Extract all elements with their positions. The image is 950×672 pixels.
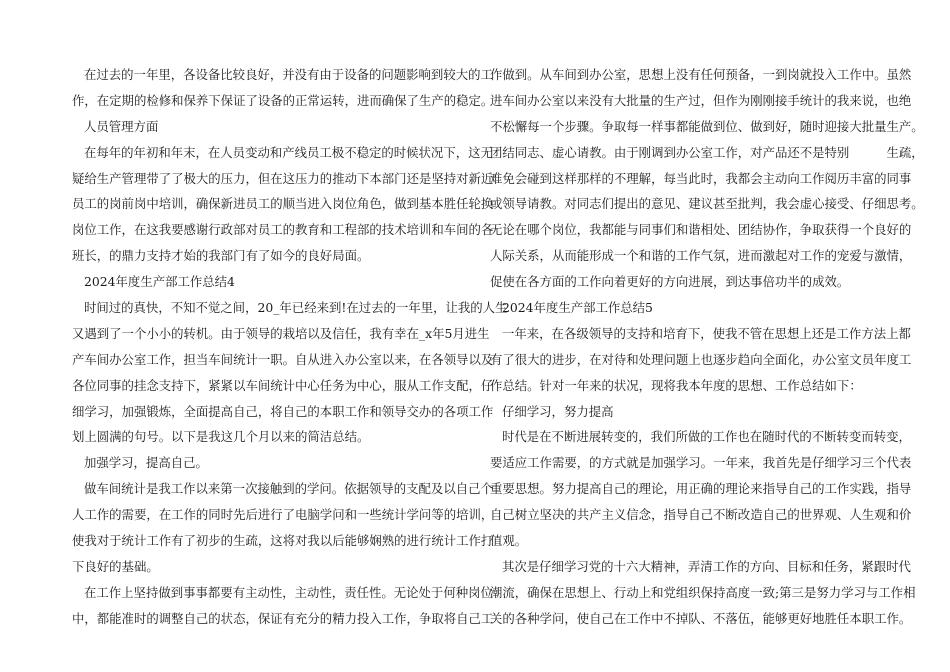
text-line: 促使在各方面的工作向着更好的方向进展，到达事倍功半的成效。 [490, 274, 850, 290]
text-line: 无论在哪个岗位，我都能与同事们和谐相处、团结协作，争取获得一个良好的 [490, 222, 912, 238]
text-line: 加强学习，提高自己。 [84, 455, 208, 471]
right-text-column [490, 62, 924, 632]
text-line: 下良好的基础。 [72, 558, 159, 574]
text-line: 或领导请教。对同志们提出的意见、建议甚至批判，我会虚心接受、仔细思考。 [490, 196, 924, 212]
left-text-column [72, 62, 508, 632]
text-line: 划上圆满的句号。以下是我这几个月以来的简洁总结。 [72, 429, 370, 445]
text-line: 作做到。从车间到办公室，思想上没有任何预备，一到岗就投入工作中。虽然 [490, 67, 912, 82]
text-line: 进车间办公室以来没有大批量的生产过，但作为刚刚接手统计的我来说，也绝 [490, 92, 912, 108]
text-line: 有了很大的进步，在对待和处理问题上也逐步趋向全面化，办公室文员年度工 [490, 351, 912, 367]
text-line: 关的各种学问，使自己在工作中不掉队、不落伍，能够更好地胜任本职工作。 [490, 610, 912, 626]
text-line: 要适应工作需要，的方式就是加强学习。一年来，我首先是仔细学习三个代表 [490, 455, 912, 471]
text-line: 时代是在不断进展转变的，我们所做的工作也在随时代的不断转变而转变， [502, 429, 911, 445]
text-line: 人员管理方面 [84, 118, 159, 134]
text-line: 又遇到了一个小小的转机。由于领导的栽培以及信任，我有幸在_x年5月进生 [72, 325, 490, 341]
text-line: 岗位工作，在这我要感谢行政部对员工的教育和工程部的技术培训和车间的各 [72, 222, 494, 238]
text-line: 做车间统计是我工作以来第一次接触到的学问。依据领导的支配及以自己个 [84, 481, 493, 497]
text-line: 时间过的真快，不知不觉之间，20_年已经来到!在过去的一年里，让我的人生 [84, 300, 508, 316]
text-line: 自己树立坚决的共产主义信念，指导自己不断改造自己的世界观、人生观和价 [490, 507, 912, 523]
text-line: 重要思想。努力提高自己的理论，用正确的理论来指导自己的工作实践，指导 [490, 481, 912, 497]
text-line: 细学习，加强锻炼，全面提高自己，将自己的本职工作和领导交办的各项工作 [72, 403, 494, 419]
text-line: 仔细学习，努力提高 [502, 403, 614, 419]
text-line: 一年来，在各级领导的支持和培育下，使我不管在思想上还是工作方法上都 [502, 325, 911, 341]
text-line: 作总结。针对一年来的状况，现将我本年度的思想、工作总结如下： [490, 377, 862, 393]
text-line: 不松懈每一个步骤。争取每一样事都能做到位、做到好，随时迎接大批量生产。 [490, 118, 924, 134]
text-line: 人工作的需要，在工作的同时先后进行了电脑学问和一些统计学问等的培训， [72, 507, 494, 523]
text-line: 2024年度生产部工作总结4 [84, 274, 235, 290]
text-line: 在工作上坚持做到事事都要有主动性，主动性，责任性。无论处于何种岗位 [84, 584, 493, 600]
text-line: 其次是仔细学习党的十六大精神，弄清工作的方向、目标和任务，紧跟时代 [502, 558, 911, 574]
text-line: 在过去的一年里，各设备比较良好，并没有由于设备的问题影响到较大的工 [84, 67, 493, 82]
text-line: 产车间办公室工作，担当车间统计一职。自从进入办公室以来，在各领导以及 [72, 351, 494, 367]
text-line: 中，都能准时的调整自己的状态，保证有充分的精力投入工作，争取将自己工 [72, 610, 494, 626]
text-line: 值观。 [490, 533, 528, 549]
text-line: 难免会碰到这样那样的不理解，每当此时，我都会主动向工作阅历丰富的同事 [490, 170, 912, 186]
text-line: 潮流，确保在思想上、行动上和党组织保持高度一致;第三是努力学习与工作相 [490, 584, 916, 600]
text-line: 作，在定期的检修和保养下保证了设备的正常运转，进而确保了生产的稳定。 [72, 92, 494, 108]
text-line: 各位同事的挂念支持下，紧紧以车间统计中心任务为中心，服从工作支配，仔 [72, 377, 494, 393]
text-line: 疑给生产管理带了了极大的压力，但在这压力的推动下本部门还是坚持对新近 [72, 170, 494, 186]
text-line: 在每年的年初和年末，在人员变动和产线员工极不稳定的时候状况下，这无 [84, 144, 493, 160]
text-line: 使我对于统计工作有了初步的生疏，这将对我以后能够娴熟的进行统计工作打 [72, 533, 494, 549]
text-line: 2024年度生产部工作总结5 [502, 300, 653, 316]
text-line: 班长，的鼎力支持才始的我部门有了如今的良好局面。 [72, 248, 370, 264]
text-line: 员工的岗前岗中培训，确保新进员工的顺当进入岗位角色，做到基本胜任轮换 [72, 196, 494, 212]
text-line: 人际关系，从而能形成一个和谐的工作气氛，进而激起对工作的宠爱与激情， [490, 248, 912, 264]
text-line: 团结同志、虚心请教。由于刚调到办公室工作，对产品还不是特别 生疏， [490, 144, 924, 160]
